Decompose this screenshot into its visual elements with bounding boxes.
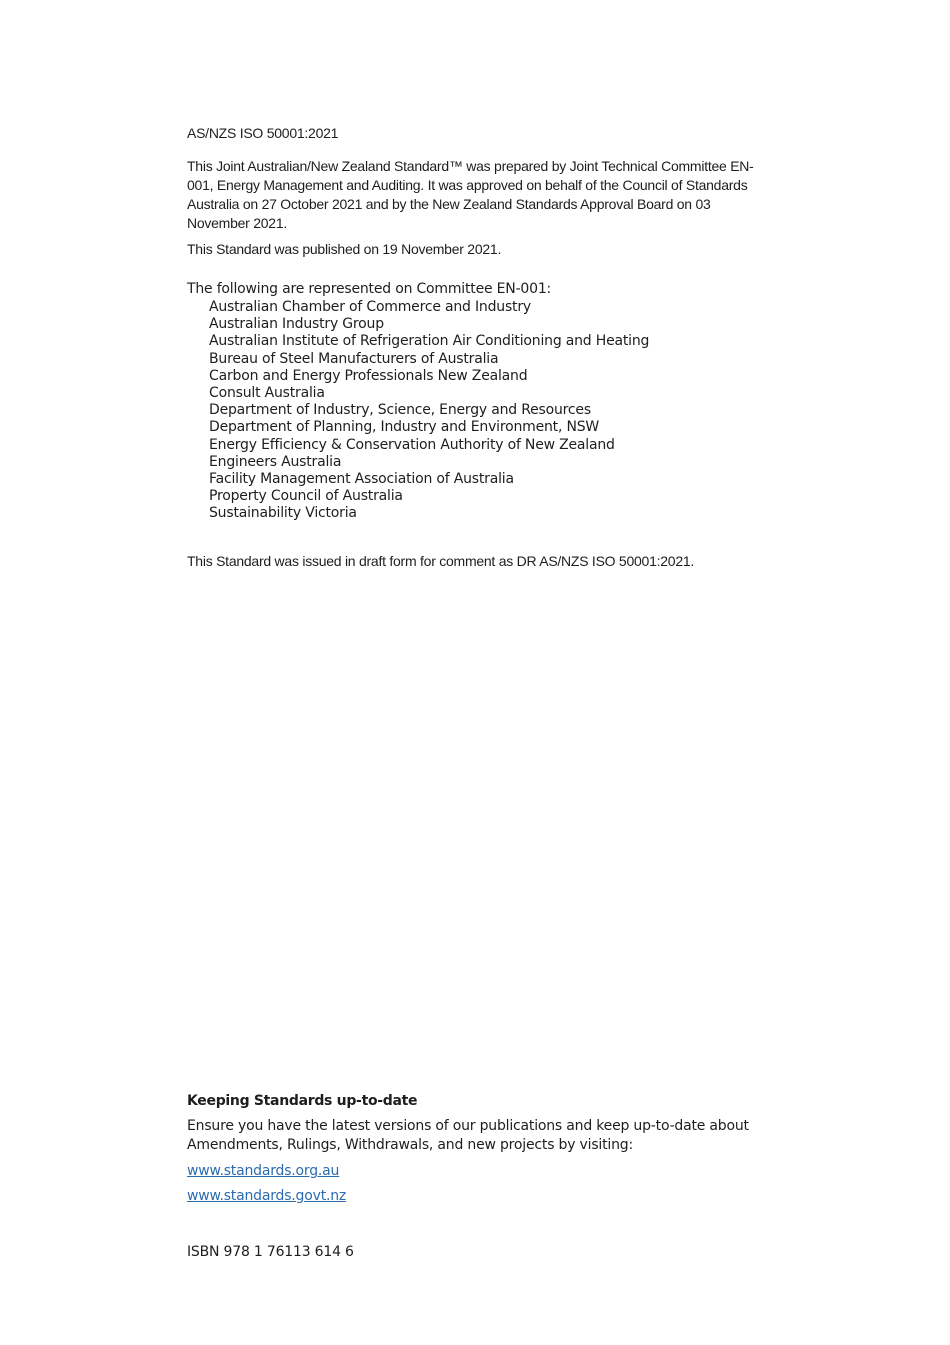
- keeping-up-to-date-title: Keeping Standards up-to-date: [187, 1093, 418, 1109]
- committee-member: Australian Industry Group: [209, 316, 384, 333]
- isbn: ISBN 978 1 76113 614 6: [187, 1244, 354, 1260]
- draft-statement: This Standard was issued in draft form for comment as DR AS/NZS ISO 50001:2021.: [187, 553, 695, 569]
- committee-member: Energy Efficiency & Conservation Authority of New Zealand: [209, 436, 615, 453]
- standard-id: AS/NZS ISO 50001:2021: [187, 125, 339, 141]
- publication-statement: This Standard was published on 19 November 2021.: [187, 241, 502, 257]
- standards-nz-link[interactable]: www.standards.govt.nz: [187, 1188, 347, 1204]
- committee-member: Consult Australia: [209, 385, 325, 402]
- committee-member: Sustainability Victoria: [209, 505, 357, 522]
- committee-member: Department of Planning, Industry and Environment, NSW: [209, 419, 600, 436]
- committee-member: Property Council of Australia: [209, 488, 403, 505]
- committee-section: [187, 280, 649, 523]
- standards-au-link[interactable]: www.standards.org.au: [187, 1163, 340, 1179]
- keeping-up-to-date-body: Ensure you have the latest versions of our publications and keep up-to-date about Amendments, Rulings, Withdrawals, and new projects by visiting:: [187, 1118, 749, 1153]
- committee-member: Carbon and Energy Professionals New Zealand: [209, 367, 528, 384]
- committee-heading: The following are represented on Committee EN-001:: [187, 281, 552, 297]
- committee-member: Australian Institute of Refrigeration Air Conditioning and Heating: [209, 333, 650, 350]
- committee-member: Engineers Australia: [209, 453, 342, 470]
- committee-member: Australian Chamber of Commerce and Industry: [209, 299, 531, 315]
- committee-member: Facility Management Association of Australia: [209, 471, 514, 488]
- committee-member: Bureau of Steel Manufacturers of Australia: [209, 350, 499, 367]
- preparation-statement: This Joint Australian/New Zealand Standard™ was prepared by Joint Technical Committee EN-001, Energy Management and Auditing. It was approved on behalf of the Council of Standards Australia on 27 October 2021 and by the New Zealand Standards Approval Board on 03 November 2021.: [187, 158, 754, 231]
- committee-member-list: [187, 299, 649, 523]
- committee-member: Department of Industry, Science, Energy and Resources: [209, 402, 591, 419]
